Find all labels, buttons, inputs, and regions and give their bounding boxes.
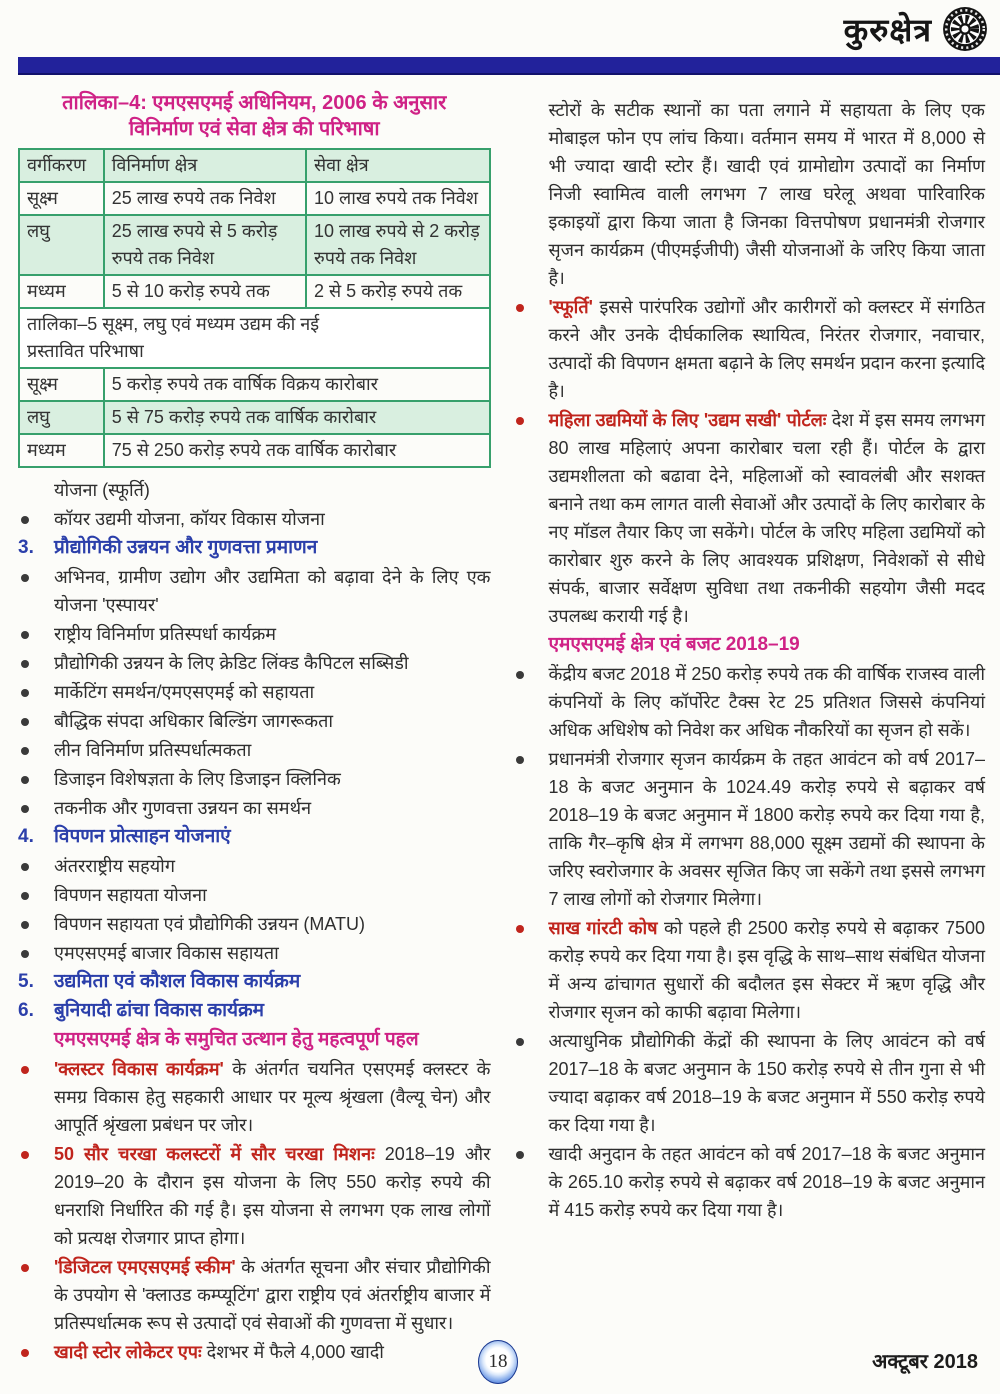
left-list-item — [18, 736, 491, 764]
left-column — [18, 88, 491, 1367]
bullet-marker — [513, 660, 549, 679]
table-cell: लघु — [19, 401, 104, 434]
bullet-icon — [21, 516, 29, 524]
item-text: अंतरराष्ट्रीय सहयोग — [54, 856, 175, 876]
item-lead: 'स्फूर्ति' — [548, 297, 600, 317]
bullet-icon — [21, 718, 29, 726]
bullet-icon — [516, 417, 524, 425]
left-list-item — [18, 910, 491, 938]
left-list-item — [18, 794, 491, 822]
definition-table-row — [19, 215, 490, 275]
bullet-marker — [513, 406, 549, 425]
left-list-item — [18, 1253, 491, 1337]
bullet-marker — [513, 745, 549, 764]
page-number: 18 — [488, 1351, 508, 1372]
definition-table-row — [19, 434, 490, 467]
item-number: 6. — [18, 1000, 34, 1021]
item-text: प्रधानमंत्री रोजगार सृजन कार्यक्रम के तहत आवंटन को वर्ष 2017–18 के बजट अनुमान के 1024.49 करोड़ रुपये से बढ़ाकर वर्ष 2018–19 के बजट अनुमान में 1800 करोड़ रुपये कर दिया गया है, ताकि गैर–कृषि क्षेत्र में लगभग 88,000 सूक्ष्म उद्यमों की स्थापना के जरिए स्वरोजगार के अवसर सृजित किए जा सकेंगे तथा इससे लगभग 7 लाख लोगों को रोजगार मिलेगा। — [548, 749, 985, 909]
left-list-item — [18, 823, 491, 851]
item-text: विपणन प्रोत्साहन योजनाएं — [54, 826, 231, 847]
item-text: प्रौद्योगिकी उन्नयन के लिए क्रेडिट लिंक्ड कैपिटल सब्सिडी — [54, 653, 409, 673]
table4-header-row — [19, 149, 490, 182]
definition-table-row — [19, 401, 490, 434]
bullet-icon — [21, 747, 29, 755]
table4-header-cell: विनिर्माण क्षेत्र — [104, 149, 306, 182]
left-list-item — [18, 563, 491, 619]
item-text: लीन विनिर्माण प्रतिस्पर्धात्मकता — [54, 740, 252, 760]
bullet-marker — [18, 707, 54, 726]
left-list-item — [18, 649, 491, 677]
item-text: प्रौद्योगिकी उन्नयन और गुणवत्ता प्रमाणन — [54, 537, 318, 558]
table-cell: 5 से 10 करोड़ रुपये तक — [104, 275, 306, 308]
left-list-item — [18, 678, 491, 706]
item-text: योजना (स्फूर्ति) — [54, 480, 150, 500]
table5-title-row — [19, 308, 490, 368]
bullet-icon — [21, 574, 29, 582]
table4-title — [18, 90, 491, 142]
table4-header-cell: वर्गीकरण — [19, 149, 104, 182]
item-lead: साख गांरटी कोष — [548, 918, 664, 938]
item-lead: 'क्लस्टर विकास कार्यक्रम' — [54, 1059, 233, 1079]
left-list-item — [18, 1140, 491, 1252]
bullet-icon — [21, 950, 29, 958]
bullet-icon — [21, 892, 29, 900]
item-text: उद्यमिता एवं कौशल विकास कार्यक्रम — [54, 971, 301, 992]
left-list-item — [18, 707, 491, 735]
bullet-marker — [18, 910, 54, 929]
item-text: डिजाइन विशेषज्ञता के लिए डिजाइन क्लिनिक — [54, 769, 341, 789]
bullet-icon — [21, 689, 29, 697]
definition-table-row — [19, 275, 490, 308]
item-lead: 'डिजिटल एमएसएमई स्कीम' — [54, 1257, 242, 1277]
msme-definition-table — [18, 148, 491, 468]
bullet-icon — [516, 671, 524, 679]
table4-header-cell: सेवा क्षेत्र — [306, 149, 490, 182]
left-list-item — [18, 939, 491, 967]
right-list-item — [513, 1140, 986, 1224]
item-text: कॉयर उद्यमी योजना, कॉयर विकास योजना — [54, 509, 325, 529]
bullet-icon — [516, 925, 524, 933]
bullet-marker — [513, 293, 549, 312]
item-text: खादी स्टोर लोकेटर एपः देशभर में फैले 4,000 खादी — [54, 1342, 384, 1362]
bullet-marker — [18, 939, 54, 958]
table-cell: 5 करोड़ रुपये तक वार्षिक विक्रय कारोबार — [104, 368, 490, 401]
item-text: तकनीक और गुणवत्ता उन्नयन का समर्थन — [54, 798, 312, 818]
bullet-marker — [18, 505, 54, 524]
right-list-item — [513, 406, 986, 630]
right-list-item — [513, 745, 986, 913]
left-list-item — [18, 1055, 491, 1139]
left-list-item — [18, 881, 491, 909]
left-list-item — [18, 476, 491, 504]
left-list-item — [18, 505, 491, 533]
issue-date: अक्टूबर 2018 — [872, 1351, 978, 1373]
definition-table-row — [19, 182, 490, 215]
bullet-marker — [513, 914, 549, 933]
bullet-marker — [18, 736, 54, 755]
bullet-marker — [513, 1140, 549, 1159]
item-text: 50 सौर चरखा कलस्टरों में सौर चरखा मिशनः 2018–19 और 2019–20 के दौरान इस योजना के लिए 550 करोड़ रुपये की धनराशि निर्धारित की गई है। इस योजना से लगभग एक लाख लोगों को प्रत्यक्ष रोजगार प्राप्त होगा। — [54, 1144, 491, 1248]
item-text: महिला उद्यमियों के लिए 'उद्यम सखी' पोर्टलः देश में इस समय लगभग 80 लाख महिलाएं अपना कारोबार चला रही हैं। पोर्टल के द्वारा उद्यमशीलता को बढावा देने, महिलाओं को स्वावलंबी और सशक्त बनाने तथा कम लागत वाली सेवाओं और उत्पादों के लिए कारोबार के नए मॉडल तैयार किए जा सकेंगे। पोर्टल के जरिए महिला उद्यमियों को कारोबार शुरु करने के लिए आवश्यक प्रशिक्षण, निवेशकों से सीधे संपर्क, बाजार सर्वेक्षण सुविधा तथा तकनीकी सहयोग जैसी मदद उपलब्ध करायी गई है। — [548, 410, 985, 626]
table-cell: 75 से 250 करोड़ रुपये तक वार्षिक कारोबार — [104, 434, 490, 467]
item-lead: 50 सौर चरखा कलस्टरों में सौर चरखा मिशनः — [54, 1144, 385, 1164]
table4-title-line1: तालिका–4: एमएसएमई अधिनियम, 2006 के अनुसार — [62, 92, 447, 114]
left-list — [18, 476, 491, 1366]
bullet-marker — [18, 1338, 54, 1357]
item-lead: खादी स्टोर लोकेटर एपः — [54, 1342, 207, 1362]
bullet-marker — [18, 1055, 54, 1074]
right-list-item — [513, 914, 986, 1026]
item-text: एमएसएमई क्षेत्र के समुचित उत्थान हेतु महत्वपूर्ण पहल — [54, 1029, 419, 1050]
item-text: बुनियादी ढांचा विकास कार्यक्रम — [54, 1000, 265, 1021]
item-text: स्टोरों के सटीक स्थानों का पता लगाने में सहायता के लिए एक मोबाइल फोन एप लांच किया। वर्तमान समय में भारत में 8,000 से भी ज्यादा खादी स्टोर हैं। खादी एवं ग्रामोद्योग उत्पादों का निर्माण निजी स्वामित्व वाली लगभग 7 लाख घरेलू अथवा पारिवारिक इकाइयों द्वारा किया जाता है जिनका वित्तपोषण प्रधानमंत्री रोजगार सृजन कार्यक्रम (पीएमईजीपी) जैसी योजनाओं के जरिए किया जाता है। — [548, 100, 985, 288]
item-number: 5. — [18, 971, 34, 992]
bullet-icon — [516, 304, 524, 312]
bullet-marker — [18, 794, 54, 813]
bullet-icon — [21, 863, 29, 871]
kurukshetra-emblem-icon — [942, 6, 988, 52]
table-cell: 10 लाख रुपये तक निवेश — [306, 182, 490, 215]
bullet-marker — [18, 620, 54, 639]
item-text: राष्ट्रीय विनिर्माण प्रतिस्पर्धा कार्यक्रम — [54, 624, 277, 644]
item-text: 'क्लस्टर विकास कार्यक्रम' के अंतर्गत चयनित एसएमई क्लस्टर के समग्र विकास हेतु सहकारी आधार पर मूल्य श्रृंखला (वैल्यू चेन) और आपूर्ति श्रृंखला प्रबंधन पर जोर। — [54, 1059, 491, 1135]
header-rule — [18, 57, 1000, 75]
item-text: विपणन सहायता योजना — [54, 885, 207, 905]
table5-title — [19, 308, 490, 368]
bullet-marker — [18, 765, 54, 784]
item-number: 3. — [18, 537, 34, 558]
table-cell: सूक्ष्म — [19, 368, 104, 401]
bullet-icon — [21, 1066, 29, 1074]
bullet-marker — [18, 1253, 54, 1272]
right-list-item — [513, 660, 986, 744]
left-list-item — [18, 1338, 491, 1366]
table-cell: 25 लाख रुपये तक निवेश — [104, 182, 306, 215]
bullet-marker — [18, 563, 54, 582]
item-text: अत्याधुनिक प्रौद्योगिकी केंद्रों की स्थापना के लिए आवंटन को वर्ष 2017–18 के बजट अनुमान के 150 करोड़ रुपये से तीन गुना से भी ज्यादा बढ़ाकर वर्ष 2018–19 के बजट अनुमान में 550 करोड़ रुपये कर दिया गया है। — [548, 1031, 985, 1135]
bullet-icon — [21, 805, 29, 813]
bullet-icon — [21, 776, 29, 784]
bullet-icon — [21, 660, 29, 668]
table-cell: 10 लाख रुपये से 2 करोड़ रुपये तक निवेश — [306, 215, 490, 275]
table5-title-line1: तालिका–5 सूक्ष्म, लघु एवं मध्यम उद्यम की नई — [27, 314, 320, 334]
right-list-item — [513, 96, 986, 292]
table4-body — [19, 182, 490, 308]
left-list-item — [18, 997, 491, 1025]
table-cell: 2 से 5 करोड़ रुपये तक — [306, 275, 490, 308]
table-cell: मध्यम — [19, 434, 104, 467]
page-number-badge — [478, 1340, 518, 1384]
left-list-item — [18, 534, 491, 562]
left-list-item — [18, 1026, 491, 1054]
bullet-icon — [21, 1264, 29, 1272]
right-list-item — [513, 293, 986, 405]
table4-title-line2: विनिर्माण एवं सेवा क्षेत्र की परिभाषा — [128, 118, 380, 140]
right-list-item — [513, 1027, 986, 1139]
bullet-icon — [21, 1349, 29, 1357]
bullet-icon — [516, 756, 524, 764]
bullet-icon — [516, 1151, 524, 1159]
left-list-item — [18, 852, 491, 880]
item-number: 4. — [18, 826, 34, 847]
left-list-item — [18, 620, 491, 648]
item-text: अभिनव, ग्रामीण उद्योग और उद्यमिता को बढ़ावा देने के लिए एक योजना 'एस्पायर' — [54, 567, 491, 615]
masthead — [844, 6, 988, 52]
bullet-marker — [18, 852, 54, 871]
item-text: विपणन सहायता एवं प्रौद्योगिकी उन्नयन (MATU) — [54, 914, 366, 934]
item-text: 'स्फूर्ति' इससे पारंपरिक उद्योगों और कारीगरों को क्लस्टर में संगठित करने और उनके दीर्घकालिक स्थायित्व, निरंतर रोजगार, नवाचार, उत्पादों की विपणन क्षमता बढ़ाने के लिए समर्थन प्रदान करना इत्यादि है। — [548, 297, 985, 401]
table-cell: लघु — [19, 215, 104, 275]
table-cell: मध्यम — [19, 275, 104, 308]
bullet-marker — [18, 678, 54, 697]
bullet-icon — [21, 631, 29, 639]
table5-body — [19, 368, 490, 467]
item-text: 'डिजिटल एमएसएमई स्कीम' के अंतर्गत सूचना और संचार प्रौद्योगिकी के उपयोग से 'क्लाउड कम्प्यूटिंग' द्वारा राष्ट्रीय एवं अंतर्राष्ट्रीय बाजार में प्रतिस्पर्धात्मक रूप से उत्पादों एवं सेवाओं की गुणवत्ता में सुधार। — [54, 1257, 491, 1333]
definition-table-row — [19, 368, 490, 401]
item-text: एमएसएमई क्षेत्र एवं बजट 2018–19 — [548, 634, 800, 655]
item-lead: महिला उद्यमियों के लिए 'उद्यम सखी' पोर्टलः — [548, 410, 832, 430]
left-list-item — [18, 765, 491, 793]
bullet-marker — [18, 649, 54, 668]
item-text: साख गांरटी कोष को पहले ही 2500 करोड़ रुपये से बढ़ाकर 7500 करोड़ रुपये कर दिया गया है। इस वृद्धि के साथ–साथ संबंधित योजना में अन्य ढांचागत सुधारों की बदौलत इस सेक्टर में ऋण वृद्धि और रोजगार सृजन को काफी बढ़ावा मिलेगा। — [548, 918, 986, 1022]
item-text: खादी अनुदान के तहत आवंटन को वर्ष 2017–18 के बजट अनुमान के 265.10 करोड़ रुपये से बढ़ाकर वर्ष 2018–19 के बजट अनुमान में 415 करोड़ रुपये कर दिया गया है। — [548, 1144, 985, 1220]
right-list-item — [513, 631, 986, 659]
item-text: केंद्रीय बजट 2018 में 250 करोड़ रुपये तक की वार्षिक राजस्व वाली कंपनियों के लिए कॉर्पोरेट टैक्स रेट 25 प्रतिशत जिससे कंपनियां अधिक अधिशेष को निवेश कर अधिक नौकरियों का सृजन हो सकें। — [548, 664, 985, 740]
table-cell: 5 से 75 करोड़ रुपये तक वार्षिक कारोबार — [104, 401, 490, 434]
table-cell: 25 लाख रुपये से 5 करोड़ रुपये तक निवेश — [104, 215, 306, 275]
item-text: एमएसएमई बाजार विकास सहायता — [54, 943, 279, 963]
item-text: मार्केटिंग समर्थन/एमएसएमई को सहायता — [54, 682, 315, 702]
item-text: बौद्धिक संपदा अधिकार बिल्डिंग जागरूकता — [54, 711, 334, 731]
left-list-item — [18, 968, 491, 996]
bullet-icon — [21, 921, 29, 929]
right-list — [513, 96, 986, 1224]
bullet-marker — [18, 1140, 54, 1159]
right-column — [513, 88, 986, 1367]
bullet-marker — [513, 1027, 549, 1046]
table-cell: सूक्ष्म — [19, 182, 104, 215]
bullet-icon — [516, 1038, 524, 1046]
page-body — [18, 88, 985, 1367]
table5-title-line2: प्रस्तावित परिभाषा — [27, 341, 144, 361]
bullet-icon — [21, 1151, 29, 1159]
magazine-title: कुरुक्षेत्र — [843, 11, 932, 48]
bullet-marker — [18, 881, 54, 900]
